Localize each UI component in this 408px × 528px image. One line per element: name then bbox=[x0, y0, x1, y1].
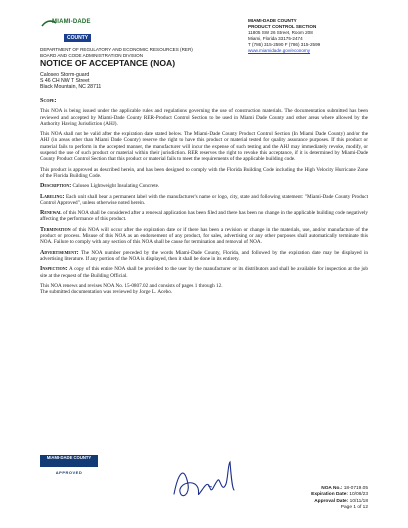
labeling-text: Each unit shall bear a permanent label with the manufacturer's name or logo, city, state and following statement: "Miami-Dade County Product Control Approved", unless otherwise noted herein. bbox=[40, 193, 369, 206]
approval-seal bbox=[40, 455, 98, 467]
renewal-heading: Renewal bbox=[40, 210, 62, 217]
address-line-1: MIAMI-DADE COUNTY bbox=[248, 18, 297, 23]
scope-heading: Scope: bbox=[40, 97, 57, 104]
revises-text: This NOA renews and revises NOA No. 15-0807.02 and consists of pages 1 through 12. bbox=[40, 282, 223, 289]
address-line-5: T (786) 315-2590 F (786) 315-2599 bbox=[248, 42, 321, 47]
termination-paragraph bbox=[40, 227, 368, 246]
recipient-name: Caloseo Storm-guard bbox=[40, 72, 90, 78]
scope-paragraph-2: This NOA shall not be valid after the expiration date stated below. The Miami-Dade County Product Control Section (In Miami Dade County) and/or the AHJ (in areas other than Miami Dade County) reserve the right to have this product or material tested for quality assurance purposes. If this product or material fails to perform in the accepted manner, the manufacturer will incur the expense of such testing and the AHJ may immediately revoke, modify, or suspend the use of such product or material within their jurisdiction. RER reserves the right to revoke this acceptance, if it is determined by Miami-Dade County Product Control Section that this product or material fails to meet the requirements of the applicable building code. bbox=[40, 131, 368, 163]
scope-paragraph-1: This NOA is being issued under the applicable rules and regulations governing the use of construction materials. The documentation submitted has been reviewed and accepted by Miami-Dade County RER-Product Control Section to be used in Miami Dade County and other areas where allowed by the Authority Having Jurisdiction (AHJ). bbox=[40, 108, 368, 127]
renewal-text: of this NOA shall be considered after a renewal application has been filed and there has been no change in the applicable building code negatively affecting the performance of this product. bbox=[40, 210, 369, 223]
noa-label: NOA No.: bbox=[321, 486, 343, 491]
expiration-label: Expiration Date: bbox=[311, 492, 348, 498]
address-line-3: 11805 SW 26 Street, Room 208 bbox=[248, 30, 313, 35]
noa-value: 18-0719.05 bbox=[343, 486, 368, 491]
termination-text: of this NOA will occur after the expiration date or if there has been a revision or change in the materials, use, and/or manufacture of the product or process. Misuse of this NOA as an endorsement of any product, for sales, advertising or any other purposes shall automatically terminate this NOA. Failure to comply with any section of this NOA shall be cause for termination and removal of NOA. bbox=[40, 226, 369, 246]
logo-swoosh-icon bbox=[40, 18, 98, 40]
document-title: NOTICE OF ACCEPTANCE (NOA) bbox=[40, 58, 176, 68]
reviewer-signature bbox=[168, 454, 240, 506]
description-heading: Description: bbox=[40, 183, 72, 190]
logo-sub: COUNTY bbox=[64, 34, 91, 42]
department-line-1: DEPARTMENT OF REGULATORY AND ECONOMIC RESOURCES (RER) bbox=[40, 47, 193, 52]
county-logo bbox=[40, 18, 98, 40]
seal-line-2: APPROVED bbox=[55, 470, 83, 475]
document-body bbox=[40, 98, 368, 299]
recipient-street: S 46 CH NW T Street bbox=[40, 78, 90, 85]
website-link[interactable]: www.miamidade.gov/economy bbox=[248, 48, 311, 53]
logo-text: MIAMI-DADE bbox=[52, 19, 91, 25]
labeling-paragraph bbox=[40, 194, 368, 207]
inspection-text: A copy of this entire NOA shall be provided to the user by the manufacturer or its distributors and shall be available for inspection at the job site at the request of the Building Official. bbox=[40, 266, 368, 279]
inspection-heading: Inspection: bbox=[40, 266, 68, 273]
seal-line-1: MIAMI-DADE COUNTY bbox=[46, 455, 92, 460]
address-line-4: Miami, Florida 33175-2474 bbox=[248, 36, 303, 41]
approval-label: Approval Date: bbox=[314, 498, 349, 504]
labeling-heading: Labeling: bbox=[40, 193, 65, 200]
approval-value: 10/11/18 bbox=[349, 498, 368, 504]
noa-metadata bbox=[311, 486, 368, 512]
termination-heading: Termination bbox=[40, 226, 71, 233]
description-paragraph bbox=[40, 183, 368, 189]
inspection-paragraph bbox=[40, 266, 368, 279]
expiration-value: 10/08/23 bbox=[349, 492, 368, 498]
advertisement-paragraph bbox=[40, 250, 368, 263]
scope-paragraph-3: This product is approved as described herein, and has been designed to comply with the Florida Building Code including the High Velocity Hurricane Zone of the Florida Building Code. bbox=[40, 166, 368, 179]
renewal-paragraph bbox=[40, 210, 368, 223]
advertisement-text: The NOA number preceded by the words Miami-Dade County, Florida, and followed by the expiration date may be displayed in advertising literature. If any portion of the NOA is displayed, then it shall be done in its entirety. bbox=[40, 249, 368, 262]
scope-heading-para bbox=[40, 98, 368, 104]
address-line-2: PRODUCT CONTROL SECTION bbox=[248, 24, 317, 29]
recipient-block bbox=[40, 72, 101, 91]
recipient-city: Black Mountain, NC 28711 bbox=[40, 84, 102, 91]
description-text: Caloseo Lightweight Insulating Concrete. bbox=[72, 183, 160, 190]
seal-brand bbox=[40, 470, 98, 475]
page-number: Page 1 of 12 bbox=[340, 505, 368, 511]
reviewer-text: The submitted documentation was reviewed by Jorge L. Acebo. bbox=[40, 289, 173, 296]
department-line-2: BOARD AND CODE ADMINISTRATION DIVISION bbox=[40, 53, 144, 58]
office-address bbox=[248, 18, 368, 54]
advertisement-heading: Advertisement: bbox=[40, 249, 79, 256]
